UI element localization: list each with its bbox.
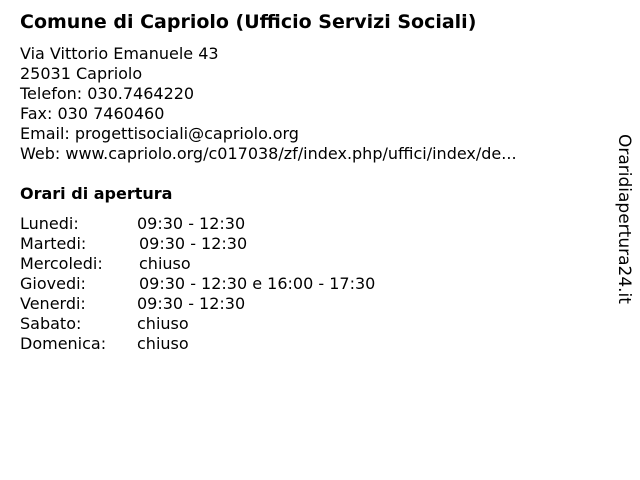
contact-info [20,44,517,164]
day-label: Sabato: [20,314,82,333]
site-brand-text: Oraridiapertura24.it [614,134,634,304]
day-label: Martedi: [20,234,87,253]
email-line: Email: progettisociali@capriolo.org [20,124,299,143]
hours-value: chiuso [139,254,191,273]
hours-value: chiuso [137,334,189,353]
city-line: 25031 Capriolo [20,64,143,83]
day-label: Mercoledi: [20,254,103,273]
address-line: Via Vittorio Emanuele 43 [20,44,219,63]
day-label: Domenica: [20,334,107,353]
hours-value: chiuso [137,314,189,333]
phone-line: Telefon: 030.7464220 [20,84,195,103]
hours-value: 09:30 - 12:30 e 16:00 - 17:30 [139,274,376,293]
web-line: Web: www.capriolo.org/c017038/zf/index.php/uffici/index/de... [20,144,517,163]
site-brand-watermark [612,134,636,310]
opening-hours-heading: Orari di apertura [20,184,173,203]
day-label: Venerdi: [20,294,86,313]
office-title: Comune di Capriolo (Ufficio Servizi Sociali) [20,11,477,33]
fax-line: Fax: 030 7460460 [20,104,165,123]
hours-value: 09:30 - 12:30 [137,214,246,233]
hours-value: 09:30 - 12:30 [139,234,248,253]
day-label: Lunedi: [20,214,79,233]
day-label: Giovedi: [20,274,86,293]
hours-value: 09:30 - 12:30 [137,294,246,313]
